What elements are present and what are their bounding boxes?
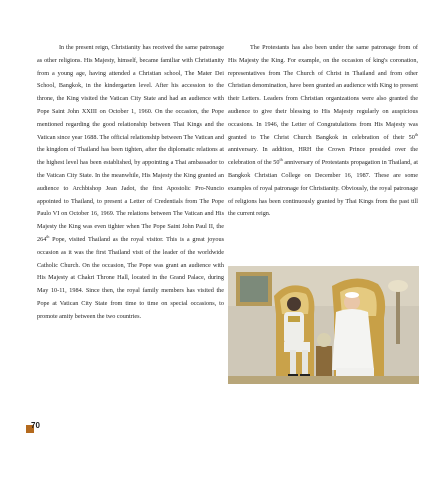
right-paragraph-1: The Protestants has also been under the same patronage from of His Majesty the King. For example, on the occasion of king's coronation, representatives from The Church of Christ in Thailand and from other Christian denomination, have been granted an audience with King to present their Letters. Leaders from Christian organizations were also granted the audience to give their blessing to His Majesty regularly on auspicious occasions. In 1946, the Letter of Congratulations from His Majesty was granted to The Christ Church Bangkok in celebration of their 50th anniversary. In addition, HRH the Crown Prince presided over the celebration of the 50th anniversary of Protestants propagation in Thailand, at Bangkok Christian College on December 16, 1987. These are some examples of royal patronage for Christianity. Obviously, the royal patronage of religions has been continuously granted by Thai Kings from the past till the current reign. bbox=[228, 44, 418, 218]
left-paragraph-1: In the present reign, Christianity has received the same patronage as other religions. His Majesty, himself, became familiar with Christianity from a young age, having attended a Christian school, The Mater Dei School, Bangkok, in the kindergarten level. After his accession to the throne, the King visited the Vatican City State and had an audience with Pope Saint John XXIII on October 1, 1960. On the occasion, the Pope mentioned regarding the good relationship between Thai Kings and the Vatican since year 1688. The official relationship between The Vatican and the kingdom of Thailand has been tighten, after the diplomatic relations at the highest level has been established, by appointing a Thai ambassador to the Vatican City State. In the meanwhile, His Majesty the King granted an audience to Archbishop Jean Jadot, the first Apostolic Pro-Nuncio appointed to Thailand, to present a Letter of Credentials from The Pope Paulo VI on October 16, 1969. The relations between The Vatican and His Majesty the King was even tighter when The Pope Saint John Paul II, the 264th Pope, visited Thailand as the royal visitor. This is a great joyous occasion as it was the first Thailand visit of the leader of the worldwide Catholic Church. On the occasion, The Pope was grant an audience with His Majesty at Chakri Throne Hall, located in the Grand Palace, during May 10-11, 1984. Since then, the royal family members has visited the Pope at Vatican City State from time to time on special occasions, to promote amity between the two countries. bbox=[37, 44, 224, 320]
photo-illustration-icon bbox=[228, 266, 419, 384]
page-number: 70 bbox=[31, 421, 40, 430]
photo-king-and-pope bbox=[228, 266, 419, 384]
left-text-column bbox=[37, 42, 224, 324]
right-text-column bbox=[228, 42, 418, 221]
